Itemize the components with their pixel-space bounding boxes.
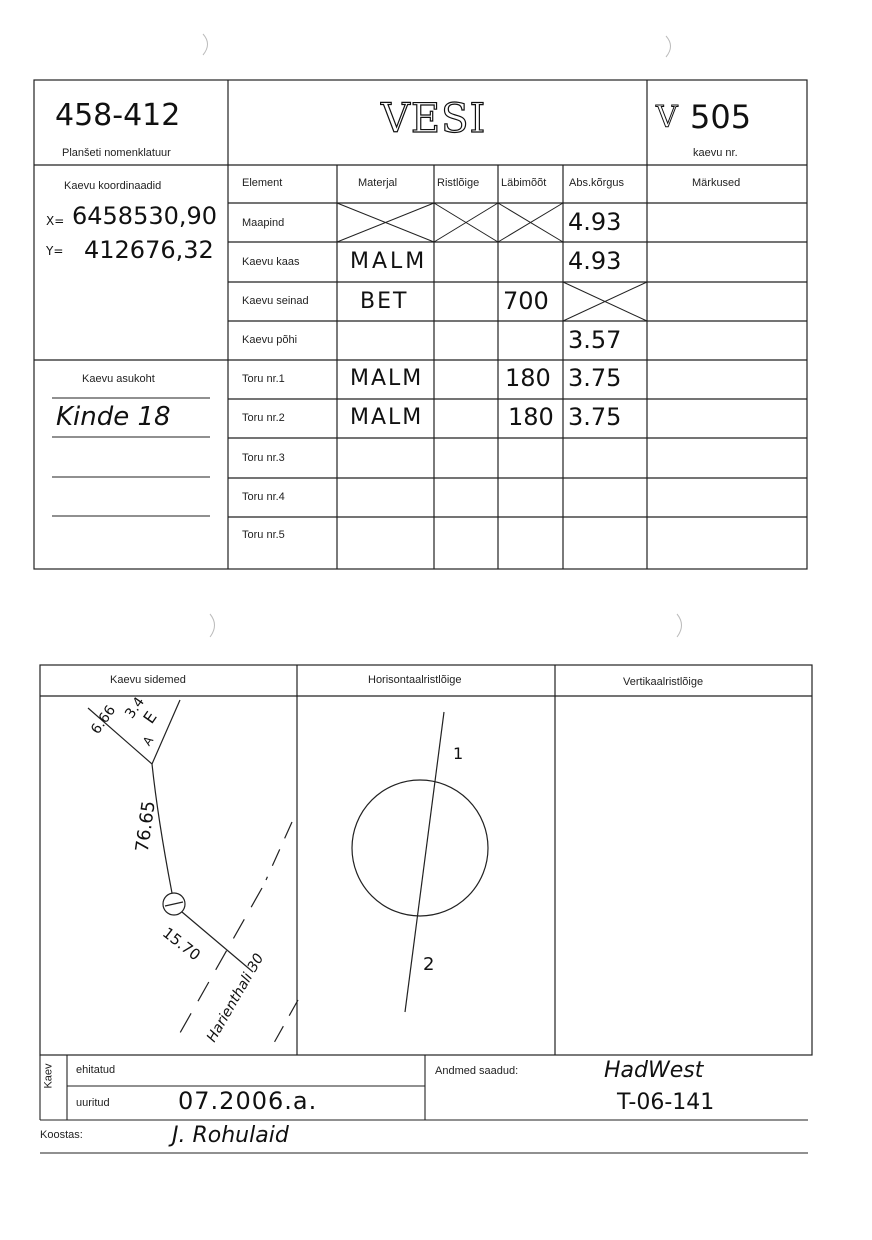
y-coordinate: 412676,32 xyxy=(84,236,214,264)
vertikaal-label: Vertikaalristlõige xyxy=(623,676,704,688)
ehitatud-label: ehitatud xyxy=(76,1064,116,1076)
header-abs-korgus: Abs.kõrgus xyxy=(569,177,625,189)
sketch-distance: 76.65 xyxy=(131,799,160,854)
header-markused: Märkused xyxy=(692,177,741,189)
header-materjal: Materjal xyxy=(358,177,398,189)
header-element: Element xyxy=(242,177,283,189)
sketch-distance: 6.66 xyxy=(88,702,120,738)
planshet-value: 458-412 xyxy=(55,98,181,133)
sketch-distance: 3.4 xyxy=(122,694,149,722)
row-element-label: Kaevu põhi xyxy=(242,334,298,346)
y-prefix: Y= xyxy=(46,244,64,258)
x-coordinate: 6458530,90 xyxy=(72,202,218,230)
cell-labimoot: 180 xyxy=(508,403,554,431)
row-element-label: Kaevu kaas xyxy=(242,256,300,268)
andmed-reference: T-06-141 xyxy=(617,1090,715,1115)
x-prefix: X= xyxy=(46,214,65,228)
punch-mark xyxy=(210,614,215,637)
sketch-label: E xyxy=(139,707,161,728)
kaevu-nr-prefix: V xyxy=(656,100,678,135)
sketch-distance: 15.70 xyxy=(159,923,204,965)
uuritud-label: uuritud xyxy=(76,1097,110,1109)
asukoht-value: Kinde 18 xyxy=(56,402,171,432)
row-element-label: Toru nr.3 xyxy=(242,452,285,464)
cell-labimoot: 700 xyxy=(503,287,549,315)
cell-materjal: MALM xyxy=(350,366,424,391)
row-element-label: Toru nr.2 xyxy=(242,412,285,424)
koostas-label: Koostas: xyxy=(40,1129,83,1141)
cell-materjal: MALM xyxy=(350,405,424,430)
cell-materjal: BET xyxy=(360,289,409,314)
cell-materjal: MALM xyxy=(350,249,428,274)
sketch-street-label: Harienthali 30 xyxy=(203,951,268,1045)
sidemed-sketch xyxy=(88,700,298,1050)
cell-abs-korgus: 4.93 xyxy=(568,247,622,275)
andmed-value: HadWest xyxy=(604,1058,704,1083)
cell-abs-korgus: 3.57 xyxy=(568,326,622,354)
punch-mark xyxy=(677,614,682,637)
uuritud-value: 07.2006.a. xyxy=(178,1087,318,1115)
andmed-label: Andmed saadud: xyxy=(435,1065,519,1077)
page-title: VESI xyxy=(381,96,487,142)
pipe-number-1: 1 xyxy=(453,744,464,763)
koostas-value: J. Rohulaid xyxy=(172,1123,289,1148)
kaevu-nr-label: kaevu nr. xyxy=(693,147,738,159)
asukoht-label: Kaevu asukoht xyxy=(82,373,155,385)
sketch-label: A xyxy=(140,733,157,749)
row-element-label: Toru nr.1 xyxy=(242,373,285,385)
header-ristloige: Ristlõige xyxy=(437,177,480,189)
header-labimoot: Läbimõõt xyxy=(501,177,547,189)
sidemed-label: Kaevu sidemed xyxy=(110,674,186,686)
coordinates-label: Kaevu koordinaadid xyxy=(64,180,162,192)
kaev-label: Kaev xyxy=(42,1063,55,1089)
cell-abs-korgus: 4.93 xyxy=(568,208,622,236)
row-element-label: Kaevu seinad xyxy=(242,295,309,307)
row-element-label: Maapind xyxy=(242,217,285,229)
horisontaal-sketch xyxy=(352,712,488,1012)
kaevu-nr-value: 505 xyxy=(690,98,752,136)
horisontaal-label: Horisontaalristlõige xyxy=(368,674,462,686)
punch-mark xyxy=(666,36,671,57)
row-element-label: Toru nr.5 xyxy=(242,529,285,541)
row-element-label: Toru nr.4 xyxy=(242,491,285,503)
cell-abs-korgus: 3.75 xyxy=(568,403,622,431)
planshet-label: Planšeti nomenklatuur xyxy=(62,147,171,159)
pipe-number-2: 2 xyxy=(423,954,435,975)
punch-mark xyxy=(203,34,208,55)
cell-labimoot: 180 xyxy=(505,364,551,392)
cell-abs-korgus: 3.75 xyxy=(568,364,622,392)
